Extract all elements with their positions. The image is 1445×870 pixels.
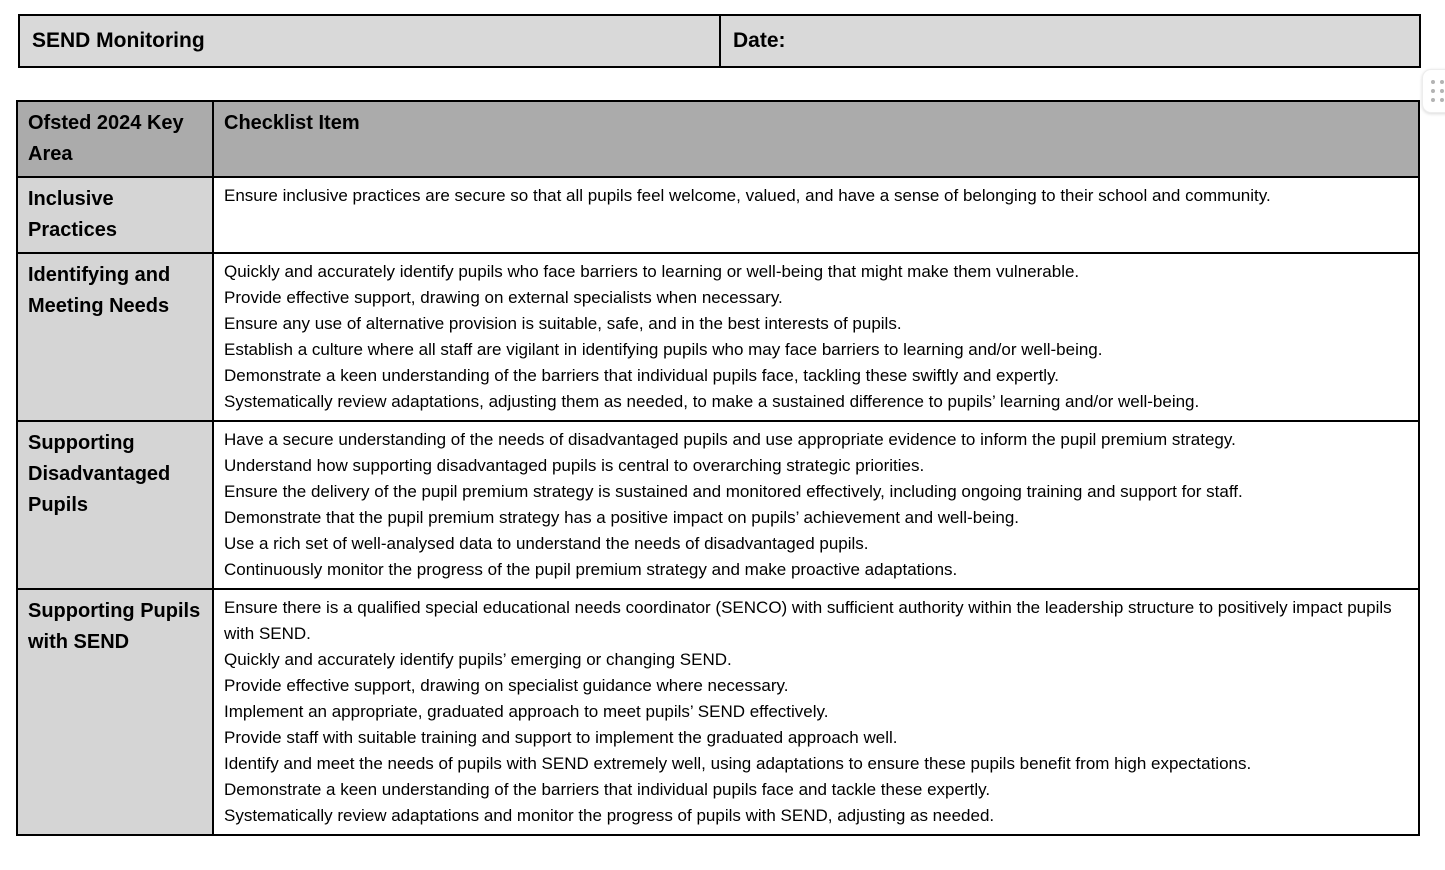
checklist-item: Provide staff with suitable training and support to implement the graduated approach well.: [224, 728, 898, 747]
checklist-item: Quickly and accurately identify pupils’ emerging or changing SEND.: [224, 650, 732, 669]
checklist-item: Ensure inclusive practices are secure so that all pupils feel welcome, valued, and have a sense of belonging to their school and community.: [224, 186, 1271, 205]
col-header-key-area[interactable]: [17, 101, 213, 177]
checklist-item: Demonstrate a keen understanding of the barriers that individual pupils face and tackle these expertly.: [224, 780, 991, 799]
title-cell[interactable]: [20, 16, 721, 66]
key-area-cell[interactable]: Supporting Pupils with SEND: [17, 589, 213, 835]
checklist-item: Provide effective support, drawing on external specialists when necessary.: [224, 288, 783, 307]
checklist-item: Identify and meet the needs of pupils with SEND extremely well, using adaptations to ensure these pupils benefit from high expectations.: [224, 754, 1252, 773]
checklist-item: Quickly and accurately identify pupils who face barriers to learning or well-being that might make them vulnerable.: [224, 262, 1080, 281]
checklist-cell[interactable]: [213, 421, 1419, 589]
table-row: [17, 421, 1419, 589]
checklist-item: Have a secure understanding of the needs of disadvantaged pupils and use appropriate evidence to inform the pupil premium strategy.: [224, 430, 1236, 449]
checklist-item: Systematically review adaptations and monitor the progress of pupils with SEND, adjusting as needed.: [224, 806, 995, 825]
checklist-item: Continuously monitor the progress of the pupil premium strategy and make proactive adaptations.: [224, 560, 958, 579]
checklist-item: Ensure any use of alternative provision is suitable, safe, and in the best interests of pupils.: [224, 314, 902, 333]
checklist-item: Demonstrate a keen understanding of the barriers that individual pupils face, tackling these swiftly and expertly.: [224, 366, 1060, 385]
table-row: [17, 589, 1419, 835]
checklist-table: [16, 100, 1420, 836]
checklist-cell[interactable]: [213, 589, 1419, 835]
checklist-item: Provide effective support, drawing on specialist guidance where necessary.: [224, 676, 789, 695]
table-row: [17, 253, 1419, 421]
page-title: SEND Monitoring: [32, 29, 205, 52]
col-header-key-area-label: Ofsted 2024 Key Area: [28, 112, 184, 165]
checklist-item: Ensure the delivery of the pupil premium strategy is sustained and monitored effectively, including ongoing training and support for staff.: [224, 482, 1243, 501]
header-row: [17, 101, 1419, 177]
checklist-cell[interactable]: [213, 253, 1419, 421]
checklist-item: Use a rich set of well-analysed data to understand the needs of disadvantaged pupils.: [224, 534, 869, 553]
checklist-item: Demonstrate that the pupil premium strategy has a positive impact on pupils’ achievement and well-being.: [224, 508, 1020, 527]
key-area-cell[interactable]: Supporting Disadvantaged Pupils: [17, 421, 213, 589]
checklist-item: Ensure there is a qualified special educational needs coordinator (SENCO) with sufficient authority within the leadership structure to positively impact pupils with SEND.: [224, 598, 1392, 643]
table-row: [17, 177, 1419, 253]
key-area-cell[interactable]: Identifying and Meeting Needs: [17, 253, 213, 421]
key-area-cell[interactable]: Inclusive Practices: [17, 177, 213, 253]
date-label: Date:: [733, 29, 786, 52]
checklist-item: Establish a culture where all staff are vigilant in identifying pupils who may face barriers to learning and/or well-being.: [224, 340, 1103, 359]
checklist-cell[interactable]: [213, 177, 1419, 253]
col-header-checklist-item[interactable]: [213, 101, 1419, 177]
date-cell[interactable]: [721, 16, 1419, 66]
col-header-checklist-item-label: Checklist Item: [224, 112, 360, 134]
checklist-item: Implement an appropriate, graduated approach to meet pupils’ SEND effectively.: [224, 702, 829, 721]
table-drag-handle[interactable]: [1422, 69, 1445, 113]
title-bar-table: [18, 14, 1421, 68]
checklist-item: Understand how supporting disadvantaged pupils is central to overarching strategic priorities.: [224, 456, 925, 475]
checklist-item: Systematically review adaptations, adjusting them as needed, to make a sustained difference to pupils’ learning and/or well-being.: [224, 392, 1200, 411]
drag-dots-icon: [1431, 80, 1444, 102]
